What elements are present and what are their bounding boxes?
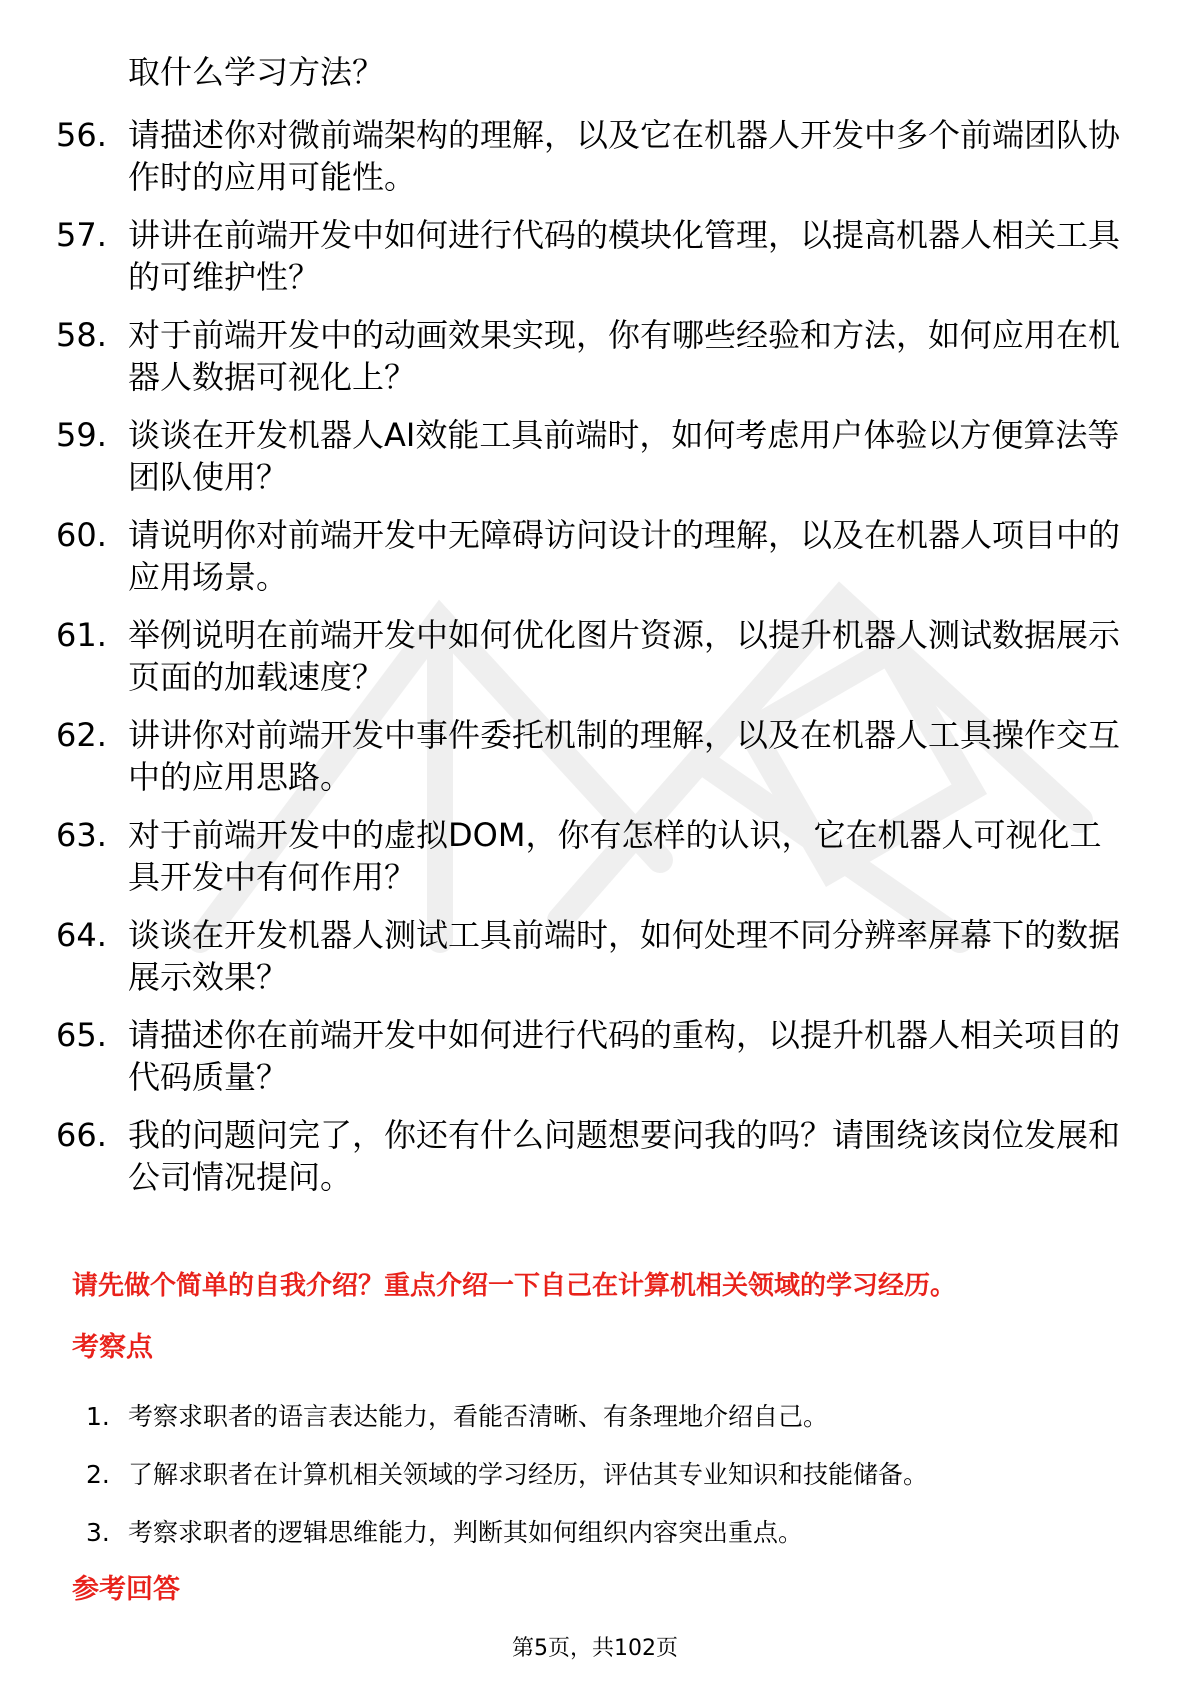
assessment-point [86, 1516, 928, 1550]
question-text: 讲讲你对前端开发中事件委托机制的理解，以及在机器人工具操作交互中的应用思路。 [128, 716, 1121, 796]
continuation-text: 取什么学习方法？ [128, 53, 385, 91]
question-number: 66. [56, 1116, 107, 1154]
question-item [56, 314, 1136, 398]
question-text: 请说明你对前端开发中无障碍访问设计的理解，以及在机器人项目中的应用场景。 [128, 516, 1121, 596]
question-text: 举例说明在前端开发中如何优化图片资源，以提升机器人测试数据展示页面的加载速度？ [128, 616, 1121, 696]
question-number: 60. [56, 516, 107, 554]
point-text: 了解求职者在计算机相关领域的学习经历，评估其专业知识和技能储备。 [128, 1460, 929, 1489]
question-text: 对于前端开发中的动画效果实现，你有哪些经验和方法，如何应用在机器人数据可视化上？ [128, 316, 1121, 396]
point-text: 考察求职者的逻辑思维能力，判断其如何组织内容突出重点。 [128, 1518, 804, 1547]
question-text: 请描述你对微前端架构的理解，以及它在机器人开发中多个前端团队协作时的应用可能性。 [128, 116, 1121, 196]
question-number: 59. [56, 416, 107, 454]
cankao-label: 参考回答 [72, 1574, 180, 1605]
assessment-point [86, 1400, 928, 1434]
question-item [56, 714, 1136, 798]
question-text: 请描述你在前端开发中如何进行代码的重构，以提升机器人相关项目的代码质量？ [128, 1016, 1121, 1096]
question-item [56, 514, 1136, 598]
point-number: 3. [86, 1518, 110, 1547]
assessment-points-list [86, 1400, 928, 1574]
question-list [56, 114, 1136, 1214]
question-number: 65. [56, 1016, 107, 1054]
question-number: 57. [56, 216, 107, 254]
question-text: 谈谈在开发机器人AI效能工具前端时，如何考虑用户体验以方便算法等团队使用？ [128, 416, 1120, 496]
section-heading: 请先做个简单的自我介绍？重点介绍一下自己在计算机相关领域的学习经历。 [72, 1271, 957, 1301]
question-item [56, 1014, 1136, 1098]
question-item [56, 1114, 1136, 1198]
question-number: 64. [56, 916, 107, 954]
page-footer: 第5页，共102页 [512, 1636, 678, 1661]
question-number: 58. [56, 316, 107, 354]
question-item [56, 114, 1136, 198]
assessment-point [86, 1458, 928, 1492]
question-number: 62. [56, 716, 107, 754]
question-item [56, 914, 1136, 998]
point-number: 1. [86, 1402, 110, 1431]
question-number: 61. [56, 616, 107, 654]
question-text: 对于前端开发中的虚拟DOM，你有怎样的认识，它在机器人可视化工具开发中有何作用？ [128, 816, 1102, 896]
point-text: 考察求职者的语言表达能力，看能否清晰、有条理地介绍自己。 [128, 1402, 829, 1431]
question-number: 56. [56, 116, 107, 154]
question-item [56, 414, 1136, 498]
question-text: 我的问题问完了，你还有什么问题想要问我的吗？请围绕该岗位发展和公司情况提问。 [128, 1116, 1121, 1196]
question-item [56, 814, 1136, 898]
point-number: 2. [86, 1460, 110, 1489]
question-text: 讲讲在前端开发中如何进行代码的模块化管理，以提高机器人相关工具的可维护性？ [128, 216, 1121, 296]
question-text: 谈谈在开发机器人测试工具前端时，如何处理不同分辨率屏幕下的数据展示效果？ [128, 916, 1121, 996]
kaochadian-label: 考察点 [72, 1332, 153, 1363]
question-number: 63. [56, 816, 107, 854]
question-item [56, 214, 1136, 298]
question-item [56, 614, 1136, 698]
